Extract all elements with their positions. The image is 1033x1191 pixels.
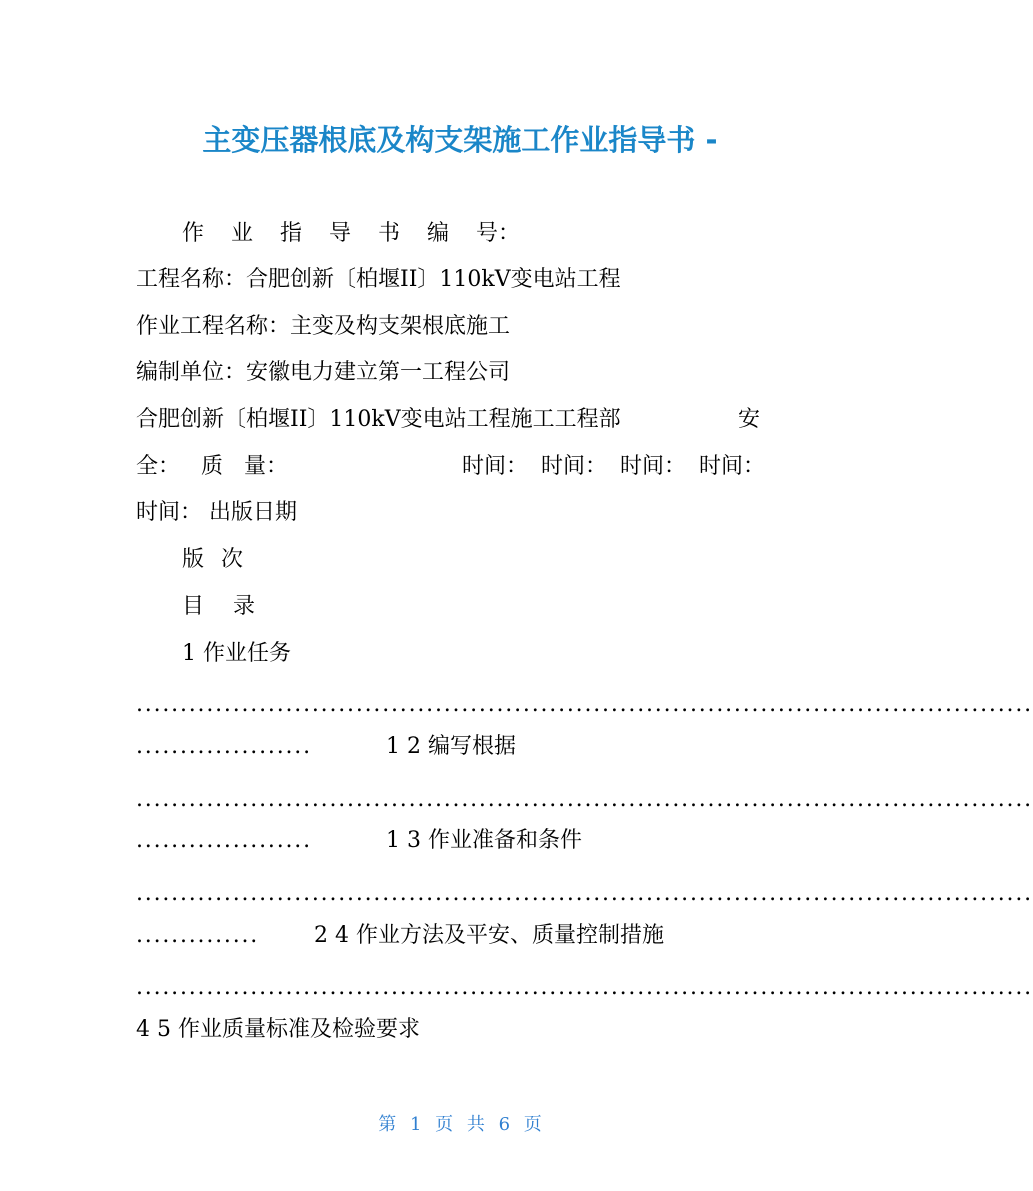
toc-item-1: 1 作业任务 [182,641,291,666]
toc-leader-dots: ...................................................................................................... [136,881,1033,906]
toc-item-5: 4 5 作业质量标准及检验要求 [136,1017,420,1042]
work-name: 作业工程名称：主变及构支架根底施工 [136,314,511,339]
project-department: 合肥创新〔柏堰II〕110kV变电站工程施工工程部 [136,407,621,432]
signoff-line: 全： 质 量： [136,454,288,479]
toc-item-4: 2 4 作业方法及平安、质量控制措施 [314,923,664,948]
toc-leader-dots: ...................................................................................................... [136,975,1033,1000]
compiler-unit: 编制单位：安徽电力建立第一工程公司 [136,360,511,385]
toc-leader-dots: .................... [136,828,312,853]
toc-leader-dots: .................... [136,734,312,759]
toc-item-2: 1 2 编写根据 [386,734,516,759]
toc-leader-dots: ...................................................................................................... [136,787,1033,812]
project-name: 工程名称：合肥创新〔柏堰II〕110kV变电站工程 [136,267,621,292]
toc-item-3: 1 3 作业准备和条件 [386,828,582,853]
safety-label-start: 安 [738,407,761,432]
edition-label: 版 次 [182,547,243,572]
document-title: 主变压器根底及构支架施工作业指导书 - [202,123,718,157]
toc-leader-dots: .............. [136,923,260,948]
toc-leader-dots: ...................................................................................................... [136,692,1033,717]
doc-number-label: 作 业 指 导 书 编 号： [182,221,520,246]
times-line: 时间： 时间： 时间： 时间： [462,454,765,479]
toc-heading: 目 录 [182,594,255,619]
page-number-footer: 第 1 页 共 6 页 [378,1114,542,1135]
issue-time-line: 时间： 出版日期 [136,500,297,525]
